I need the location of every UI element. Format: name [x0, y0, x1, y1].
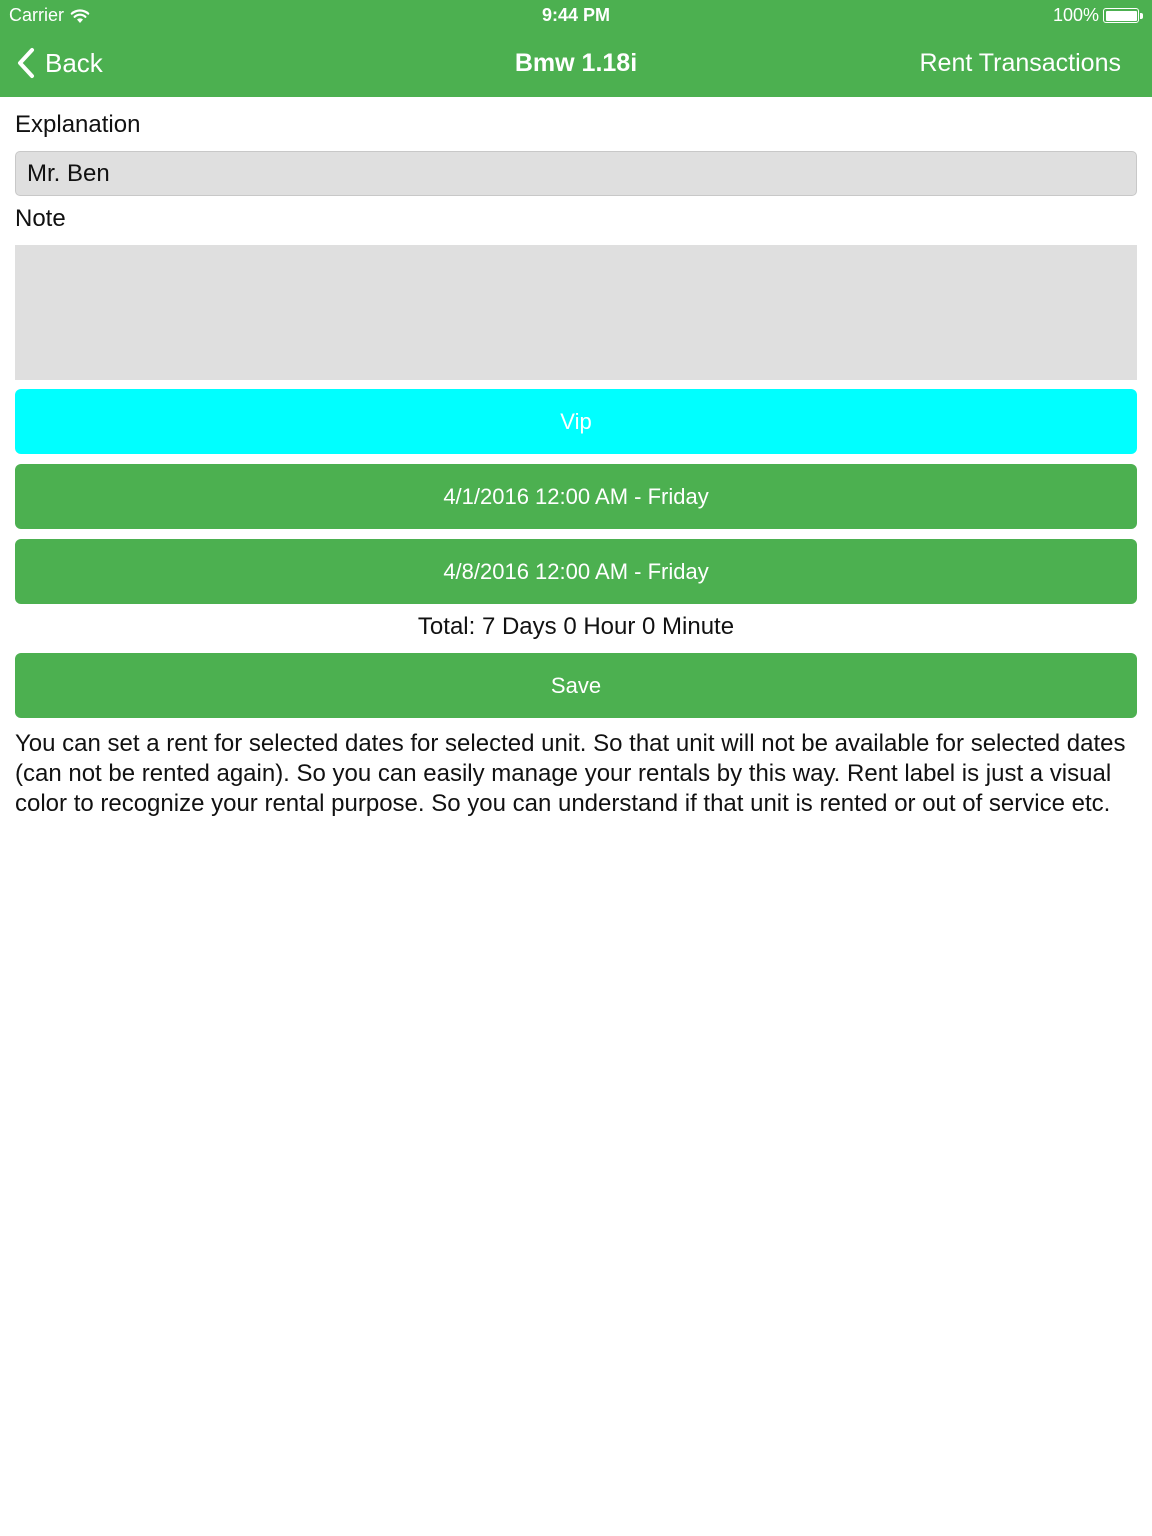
- info-text: You can set a rent for selected dates for selected unit. So that unit will not be available for selected dates (can not be rented again). So you can easily manage your rentals by this way. Rent label is just a visual color to recognize your rental purpose. So you can understand if that unit is rented or out of service etc.: [15, 730, 1126, 817]
- navigation-bar: [0, 30, 1152, 97]
- back-label: Back: [45, 47, 103, 78]
- end-date-button[interactable]: 4/8/2016 12:00 AM - Friday: [15, 539, 1137, 604]
- explanation-field[interactable]: [15, 151, 1137, 196]
- battery-indicator: [1053, 5, 1143, 26]
- status-time: 9:44 PM: [541, 5, 611, 25]
- page-title: Bmw 1.18i: [514, 49, 638, 77]
- save-button[interactable]: Save: [15, 653, 1137, 718]
- battery-tip: [1140, 13, 1143, 19]
- back-button[interactable]: [15, 46, 103, 80]
- chevron-left-icon: [15, 46, 37, 80]
- app-header: [0, 0, 1152, 97]
- battery-icon: [1103, 8, 1139, 23]
- rent-transactions-button[interactable]: Rent Transactions: [919, 49, 1121, 77]
- battery-fill: [1106, 11, 1137, 21]
- note-label: Note: [15, 205, 66, 232]
- explanation-label: Explanation: [15, 111, 141, 138]
- carrier-label: Carrier: [9, 5, 65, 25]
- status-bar: [0, 0, 1152, 30]
- total-duration: Total: 7 Days 0 Hour 0 Minute: [417, 613, 735, 640]
- start-date-button[interactable]: 4/1/2016 12:00 AM - Friday: [15, 464, 1137, 529]
- note-field[interactable]: [15, 245, 1137, 380]
- battery-percent: 100%: [1052, 5, 1099, 25]
- rent-label-button[interactable]: Vip: [15, 389, 1137, 454]
